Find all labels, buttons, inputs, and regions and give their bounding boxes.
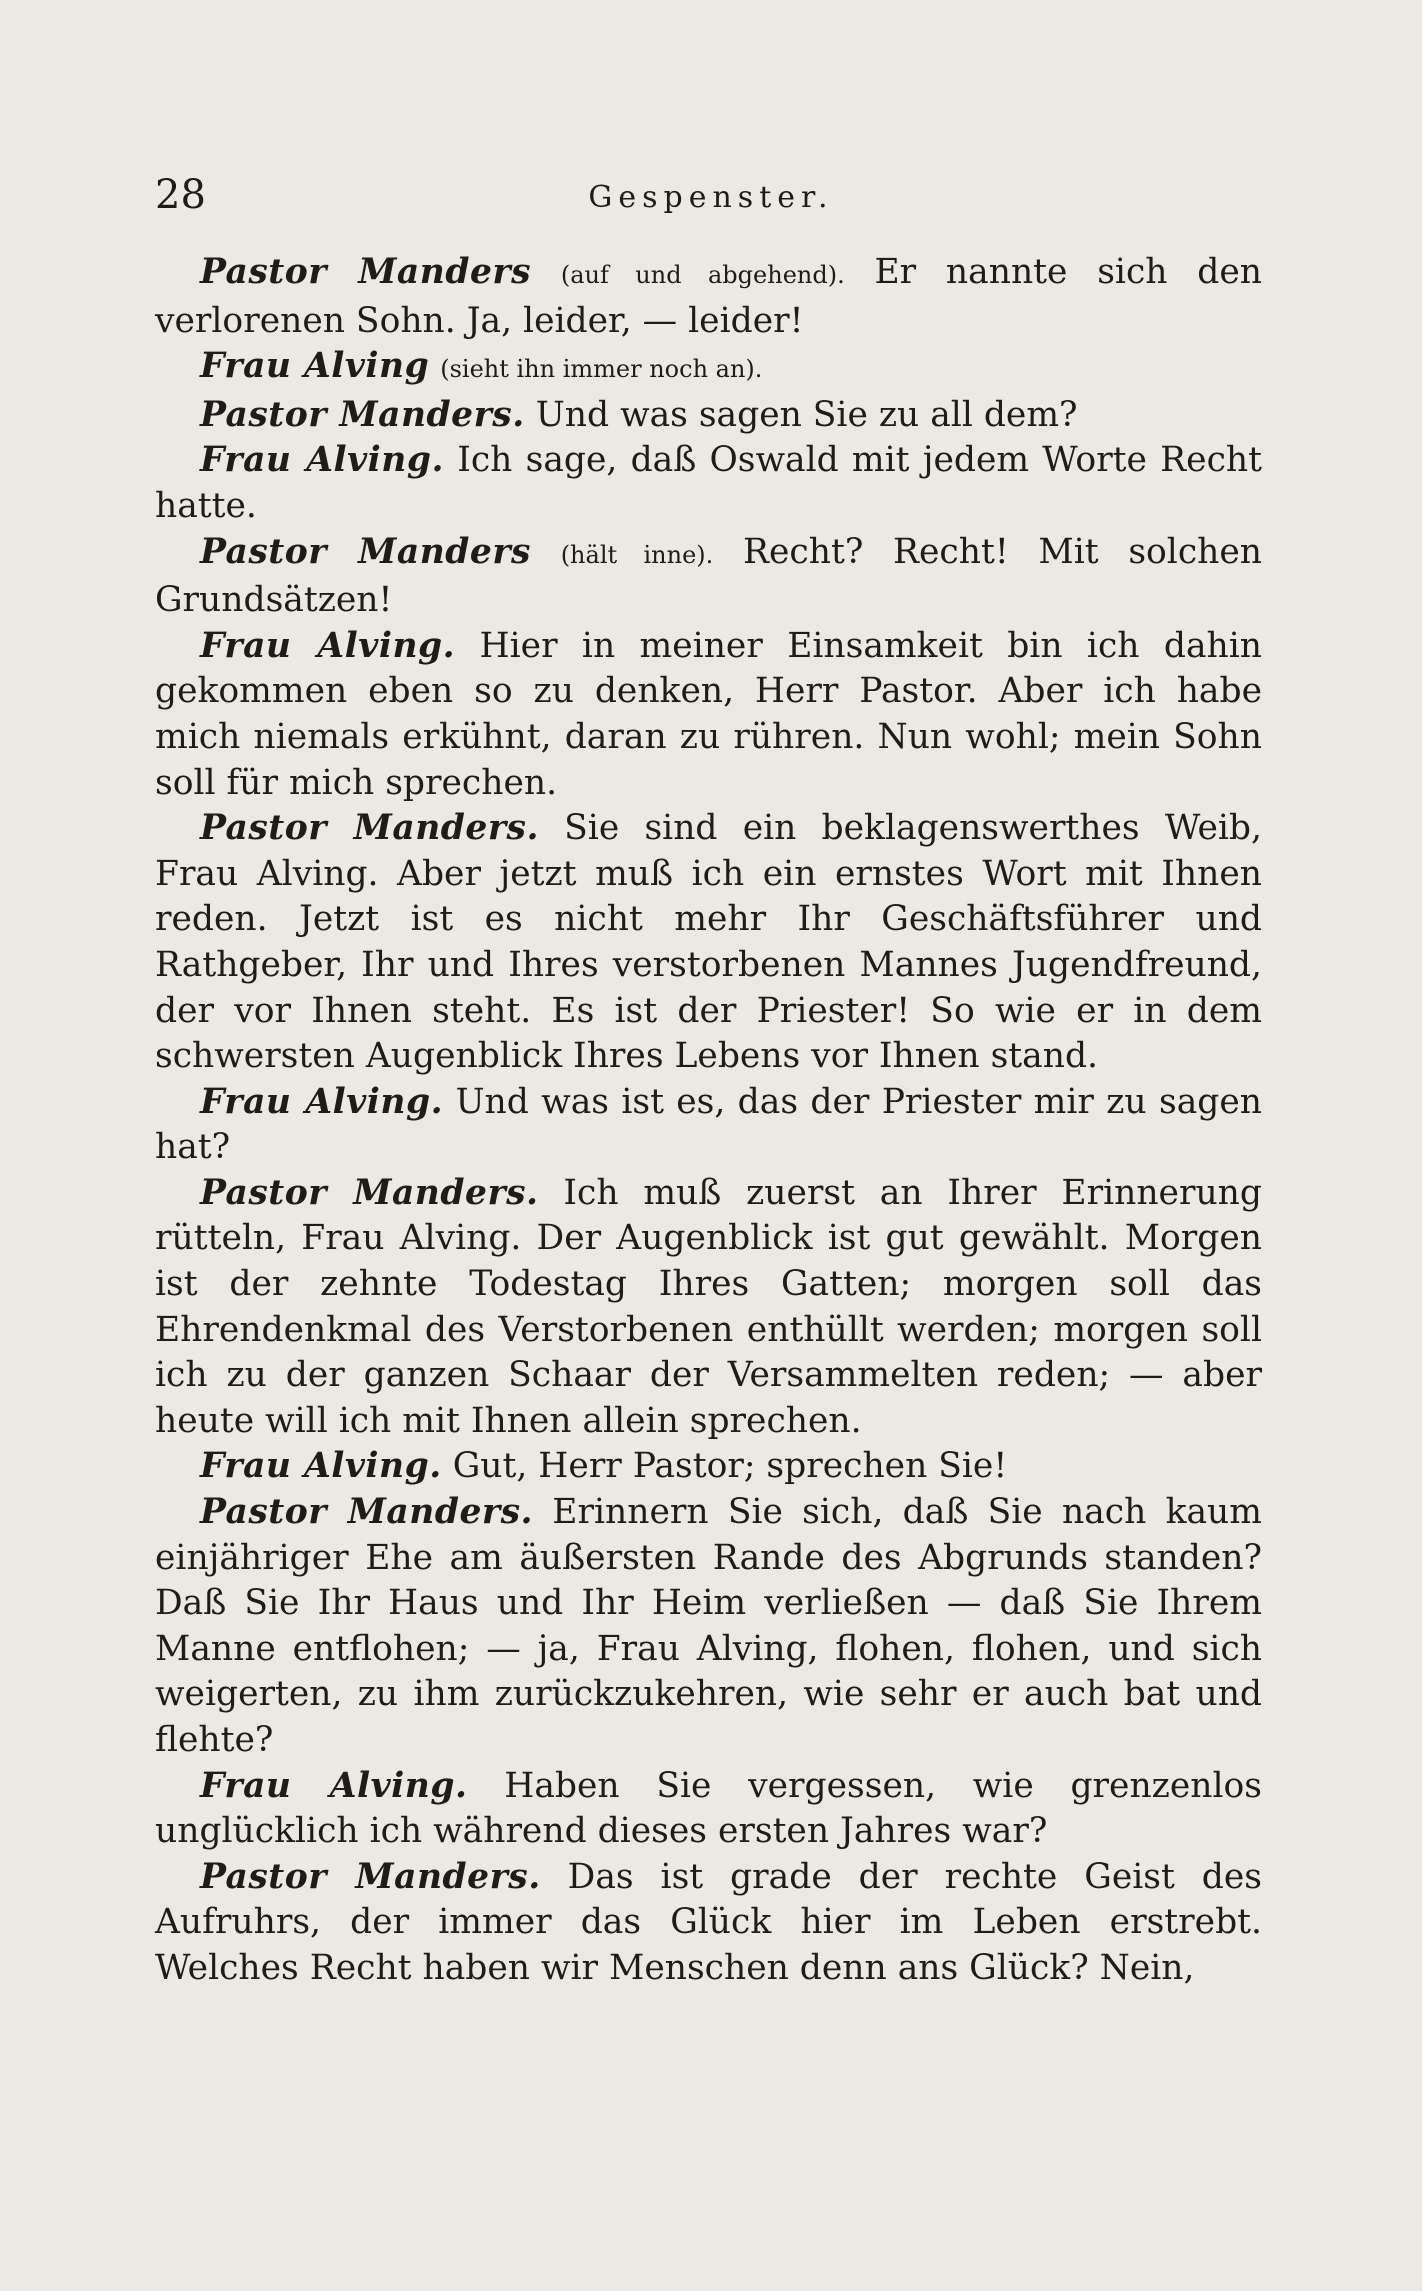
- dialogue-paragraph: [155, 1080, 1262, 1171]
- speaker-name: Frau Alving.: [200, 1446, 442, 1487]
- page-header: [155, 172, 1267, 232]
- dialogue-paragraph: [155, 624, 1262, 806]
- dialogue-text: Ich muß zuerst an Ihrer Erinnerung rütteln, Frau Alving. Der Augenblick ist gut gewählt. Morgen ist der zehnte Todestag Ihres Gatten; morgen soll das Ehrendenkmal des Verstorbenen enthüllt werden; morgen soll ich zu der ganzen Schaar der Versammelten reden; — aber heute will ich mit Ihnen allein sprechen.: [155, 1172, 1262, 1441]
- dialogue-text: Das ist grade der rechte Geist des Aufruhrs, der immer das Glück hier im Leben erstrebt. Welches Recht haben wir Menschen denn ans Glück? Nein,: [155, 1856, 1263, 1988]
- dialogue-paragraph: [155, 1764, 1262, 1855]
- speaker-name: Pastor Manders.: [200, 808, 539, 849]
- speaker-name: Frau Alving.: [200, 440, 445, 481]
- dialogue-paragraph: [155, 250, 1262, 344]
- dialogue-paragraph: [155, 1444, 1262, 1490]
- speaker-name: Frau Alving.: [200, 625, 456, 666]
- dialogue-text: Er nannte sich den verlorenen Sohn. Ja, leider, — leider!: [155, 252, 1262, 341]
- dialogue-text: Und was ist es, das der Priester mir zu sagen hat?: [155, 1081, 1262, 1168]
- dialogue-text: Erinnern Sie sich, daß Sie nach kaum einjähriger Ehe am äußersten Rande des Abgrunds standen? Daß Sie Ihr Haus und Ihr Heim verließen — daß Sie Ihrem Manne entflohen; — ja, Frau Alving, flohen, flohen, und sich weigerten, zu ihm zurückzukehren, wie sehr er auch bat und flehte?: [155, 1492, 1262, 1760]
- speaker-name: Frau Alving.: [200, 1081, 444, 1122]
- speaker-name: Pastor Manders: [200, 531, 531, 572]
- stage-direction: (auf und abgehend).: [560, 261, 845, 289]
- dialogue-paragraph: [155, 393, 1262, 439]
- dialogue-text: Haben Sie vergessen, wie grenzenlos unglücklich ich während dieses ersten Jahres war?: [155, 1765, 1262, 1852]
- speaker-name: Pastor Manders.: [200, 1856, 541, 1897]
- speaker-name: Pastor Manders.: [200, 1492, 534, 1533]
- dialogue-text: Hier in meiner Einsamkeit bin ich dahin gekommen eben so zu denken, Herr Pastor. Aber ich habe mich niemals erkühnt, daran zu rühren. Nun wohl; mein Sohn soll für mich sprechen.: [155, 625, 1262, 803]
- dialogue-text: Recht? Recht! Mit solchen Grundsätzen!: [155, 531, 1263, 621]
- dialogue-text: Gut, Herr Pastor; sprechen Sie!: [452, 1446, 1008, 1487]
- stage-direction: (hält inne).: [560, 540, 714, 569]
- speaker-name: Frau Alving: [200, 346, 430, 387]
- dialogue-paragraph: [155, 1855, 1262, 1992]
- speaker-name: Frau Alving.: [200, 1765, 468, 1806]
- dialogue-paragraph: [155, 1490, 1262, 1764]
- dialogue-text: Ich sage, daß Oswald mit jedem Worte Recht hatte.: [155, 440, 1262, 526]
- speaker-name: Pastor Manders.: [200, 394, 525, 435]
- speaker-name: Pastor Manders: [200, 252, 532, 292]
- dialogue-paragraph: [155, 806, 1262, 1080]
- body-text: [155, 250, 1262, 1992]
- dialogue-text: Sie sind ein beklagenswerthes Weib, Frau Alving. Aber jetzt muß ich ein ernstes Wort mit Ihnen reden. Jetzt ist es nicht mehr Ihr Geschäftsführer und Rathgeber, Ihr und Ihres verstorbenen Mannes Jugendfreund, der vor Ihnen steht. Es ist der Priester! So wie er in dem schwersten Augenblick Ihres Lebens vor Ihnen stand.: [155, 808, 1262, 1077]
- dialogue-text: Und was sagen Sie zu all dem?: [535, 394, 1078, 435]
- dialogue-paragraph: [155, 1171, 1262, 1445]
- dialogue-paragraph: [155, 438, 1262, 529]
- dialogue-paragraph: [155, 530, 1262, 624]
- running-title: Gespenster.: [588, 180, 834, 215]
- speaker-name: Pastor Manders.: [200, 1172, 539, 1213]
- dialogue-paragraph: [155, 344, 1262, 393]
- stage-direction: (sieht ihn immer noch an).: [440, 355, 763, 384]
- page-number: 28: [155, 172, 206, 218]
